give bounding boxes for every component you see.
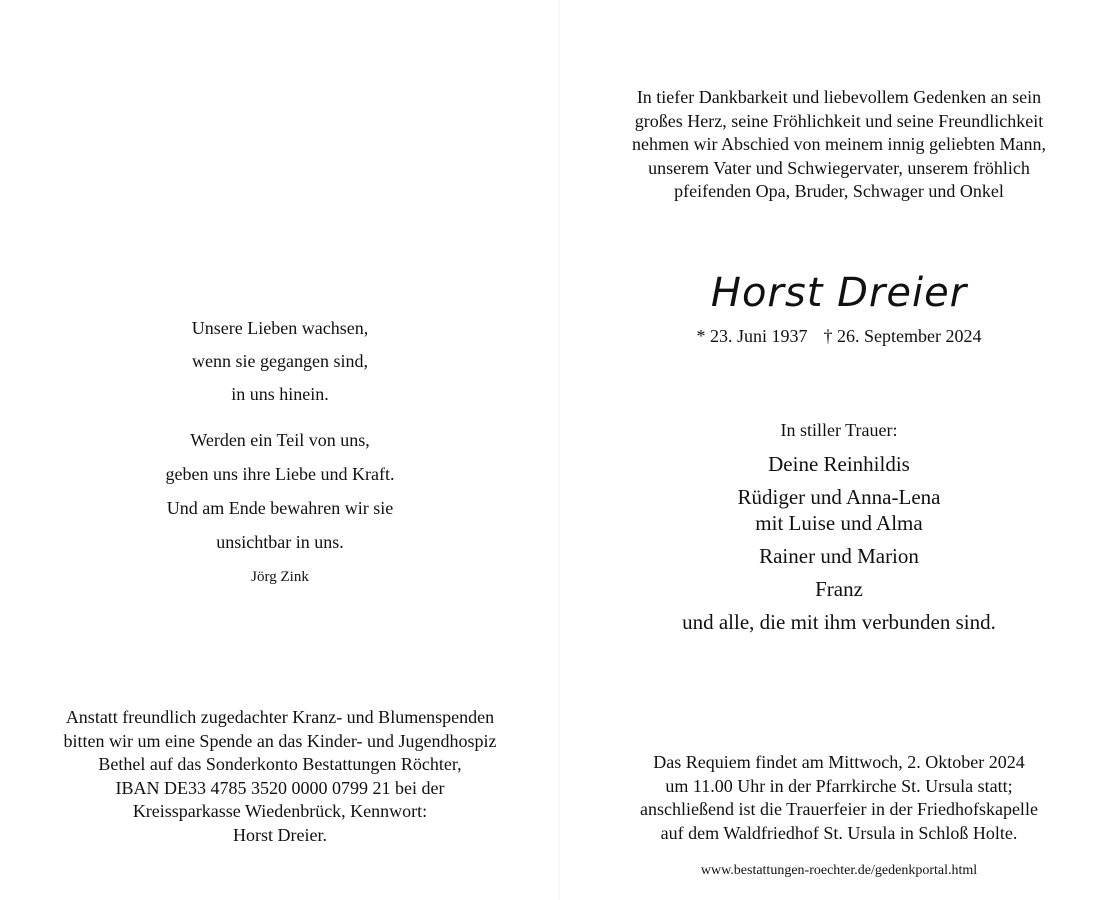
intro-line: nehmen wir Abschied von meinem innig geliebten Mann, [632,134,1046,154]
poem-line: in uns hinein. [231,384,329,404]
poem [0,312,560,559]
life-dates [560,324,1118,348]
donation-line: Anstatt freundlich zugedachter Kranz- und Blumenspenden [65,707,495,727]
mourner-line: Rüdiger und Anna-Lena [737,485,941,509]
mourner-group [560,451,1118,477]
mourner-line: Deine Reinhildis [768,452,910,476]
poem-line: Werden ein Teil von uns, [190,430,370,450]
donation-line: Horst Dreier. [233,824,327,845]
mourner-group [560,543,1118,569]
poem-line: wenn sie gegangen sind, [192,351,368,371]
intro-line: pfeifenden Opa, Bruder, Schwager und Onkel [674,181,1004,201]
mourner-group [560,576,1118,602]
poem-stanza-2 [0,423,560,559]
donation-line: IBAN DE33 4785 3520 0000 0799 21 bei der [115,777,445,798]
intro-line: unserem Vater und Schwiegervater, unserem fröhlich [648,157,1030,178]
requiem-line: um 11.00 Uhr in der Pfarrkirche St. Ursula statt; [665,775,1013,796]
mourners-list [560,451,1118,642]
donation-note [0,706,560,847]
requiem-line: auf dem Waldfriedhof St. Ursula in Schloß Holte. [660,822,1018,843]
birth-date: * 23. Juni 1937 [696,326,808,346]
mourner-line: Rainer und Marion [759,544,919,568]
right-page [560,0,1118,900]
deceased-name: Horst Dreier [710,270,968,316]
intro-line: In tiefer Dankbarkeit und liebevollem Gedenken an sein [636,87,1042,107]
poem-line: Und am Ende bewahren wir sie [166,498,394,518]
requiem-line: anschließend ist die Trauerfeier in der Friedhofskapelle [640,799,1038,819]
death-date: † 26. September 2024 [823,326,982,346]
mourner-line: mit Luise und Alma [755,511,923,535]
poem-line: unsichtbar in uns. [216,532,344,552]
intro-line: großes Herz, seine Fröhlichkeit und seine Freundlichkeit [634,110,1044,131]
mourner-line: und alle, die mit ihm verbunden sind. [682,610,996,634]
donation-line: Bethel auf das Sonderkonto Bestattungen Röchter, [98,754,462,774]
requiem-line: Das Requiem findet am Mittwoch, 2. Oktober 2024 [653,752,1025,772]
poem-line: Unsere Lieben wachsen, [191,318,369,338]
intro-text [560,86,1118,204]
poem-author: Jörg Zink [251,569,309,585]
mourner-line: Franz [815,577,863,601]
mourning-label: In stiller Trauer: [780,420,898,440]
mourner-group [560,484,1118,536]
mourner-group [560,609,1118,635]
poem-line: geben uns ihre Liebe und Kraft. [165,464,395,484]
requiem-info [560,751,1118,845]
memorial-website: www.bestattungen-roechter.de/gedenkportal.html [700,863,978,878]
poem-stanza-1 [0,312,560,411]
donation-line: bitten wir um eine Spende an das Kinder- und Jugendhospiz [63,730,497,751]
donation-line: Kreissparkasse Wiedenbrück, Kennwort: [132,801,428,821]
